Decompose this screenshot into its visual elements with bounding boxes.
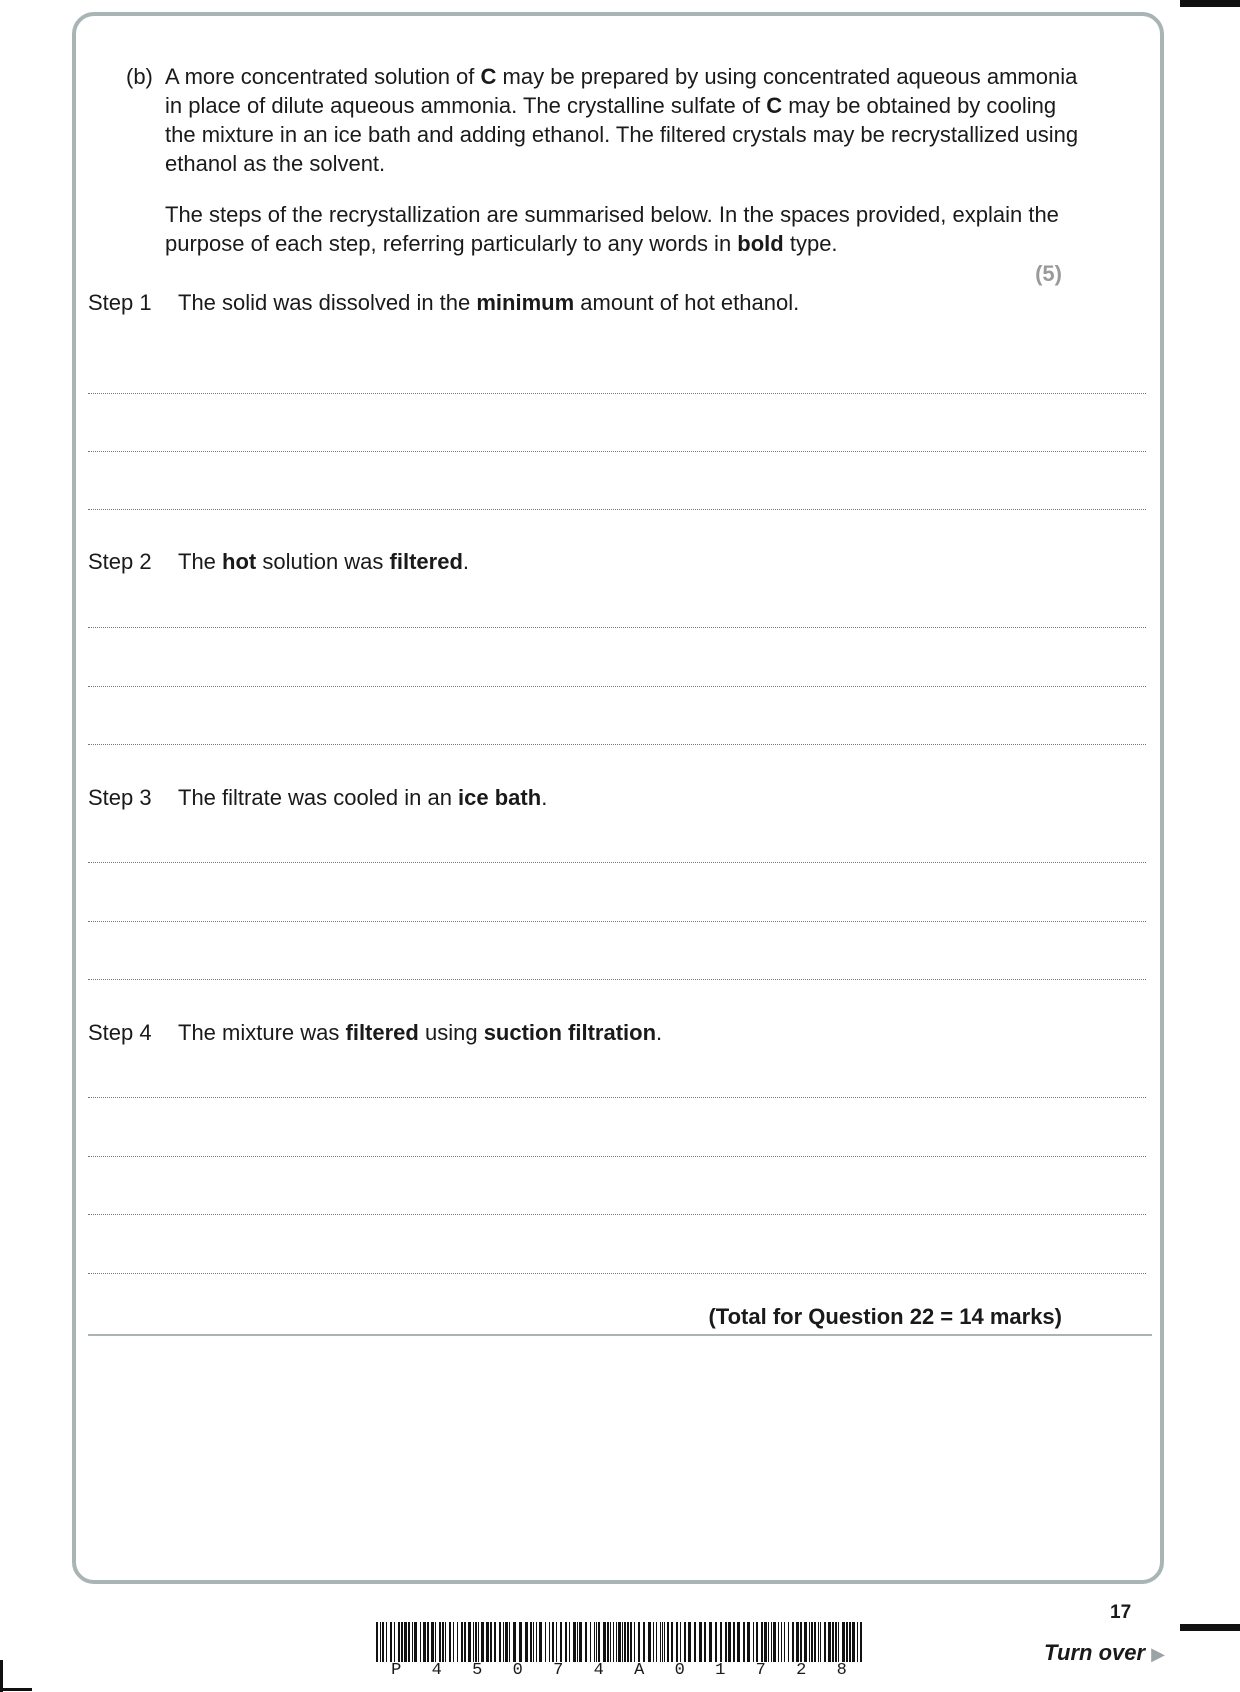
barcode-digit: A bbox=[634, 1661, 645, 1680]
barcode-bar bbox=[616, 1622, 617, 1662]
barcode-digit: 0 bbox=[674, 1661, 685, 1680]
step-text: The filtrate was cooled in an ice bath. bbox=[178, 785, 548, 810]
barcode-bar bbox=[464, 1622, 466, 1662]
barcode-digit: P bbox=[391, 1661, 402, 1680]
barcode-bar bbox=[842, 1622, 845, 1662]
barcode-bar bbox=[728, 1622, 731, 1662]
barcode-bar bbox=[768, 1622, 769, 1662]
step-3 bbox=[88, 783, 547, 812]
barcode-bar bbox=[788, 1622, 789, 1662]
answer-line[interactable] bbox=[88, 509, 1146, 510]
barcode-bar bbox=[494, 1622, 496, 1662]
marks-available: (5) bbox=[1035, 261, 1062, 286]
barcode-bar bbox=[579, 1622, 582, 1662]
barcode-bar bbox=[539, 1622, 542, 1662]
answer-line[interactable] bbox=[88, 451, 1146, 452]
barcode-bar bbox=[569, 1622, 570, 1662]
step-label: Step 3 bbox=[88, 785, 152, 810]
answer-line[interactable] bbox=[88, 393, 1146, 394]
barcode-bar bbox=[552, 1622, 554, 1662]
barcode-bar bbox=[461, 1622, 463, 1662]
barcode-bar bbox=[613, 1622, 614, 1662]
barcode-digit: 4 bbox=[593, 1661, 604, 1680]
barcode-bar bbox=[857, 1622, 858, 1662]
barcode-bar bbox=[852, 1622, 855, 1662]
barcode-bar bbox=[453, 1622, 454, 1662]
barcode-bar bbox=[420, 1622, 421, 1662]
barcode-bar bbox=[442, 1622, 444, 1662]
barcode-bar bbox=[753, 1622, 754, 1662]
barcode-bar bbox=[764, 1622, 767, 1662]
barcode-bar bbox=[784, 1622, 785, 1662]
barcode-bar bbox=[809, 1622, 810, 1662]
turn-over bbox=[1044, 1640, 1165, 1666]
end-of-question-rule bbox=[88, 1334, 1152, 1336]
barcode-bar bbox=[457, 1622, 458, 1662]
barcode-bar bbox=[536, 1622, 537, 1662]
barcode-bar bbox=[556, 1622, 557, 1662]
barcode-bar bbox=[715, 1622, 717, 1662]
registration-mark-bottom bbox=[1180, 1624, 1240, 1631]
barcode-bar bbox=[743, 1622, 745, 1662]
barcode-digit: 4 bbox=[431, 1661, 442, 1680]
answer-line[interactable] bbox=[88, 627, 1146, 628]
barcode-bar bbox=[513, 1622, 516, 1662]
barcode-bar bbox=[445, 1622, 446, 1662]
barcode-bar bbox=[486, 1622, 489, 1662]
barcode-bar bbox=[832, 1622, 834, 1662]
barcode-bar bbox=[737, 1622, 740, 1662]
answer-line[interactable] bbox=[88, 979, 1146, 980]
barcode-bar bbox=[380, 1622, 381, 1662]
step-4 bbox=[88, 1018, 662, 1047]
barcode-bar bbox=[761, 1622, 763, 1662]
barcode-bar bbox=[676, 1622, 678, 1662]
barcode-bar bbox=[778, 1622, 779, 1662]
barcode-bar bbox=[699, 1622, 702, 1662]
barcode-digit: 7 bbox=[553, 1661, 564, 1680]
step-label: Step 2 bbox=[88, 549, 152, 574]
barcode-bar bbox=[481, 1622, 484, 1662]
barcode-bar bbox=[509, 1622, 510, 1662]
barcode-digit: 0 bbox=[512, 1661, 523, 1680]
barcode-bar bbox=[796, 1622, 799, 1662]
barcode-bar bbox=[828, 1622, 831, 1662]
answer-line[interactable] bbox=[88, 744, 1146, 745]
barcode-bar bbox=[439, 1622, 441, 1662]
barcode-bar bbox=[662, 1622, 663, 1662]
barcode-bar bbox=[401, 1622, 403, 1662]
barcode-bar bbox=[376, 1622, 378, 1662]
barcode-bar bbox=[624, 1622, 626, 1662]
barcode-bar bbox=[577, 1622, 578, 1662]
answer-line[interactable] bbox=[88, 862, 1146, 863]
step-text: The mixture was filtered using suction filtration. bbox=[178, 1020, 663, 1045]
barcode-bar bbox=[596, 1622, 597, 1662]
answer-line[interactable] bbox=[88, 686, 1146, 687]
barcode-bar bbox=[618, 1622, 621, 1662]
barcode-bar bbox=[634, 1622, 635, 1662]
barcode-bar bbox=[664, 1622, 665, 1662]
barcode-digits bbox=[376, 1662, 862, 1680]
barcode-bar bbox=[804, 1622, 807, 1662]
registration-mark-left-horizontal bbox=[0, 1688, 32, 1691]
barcode-bar bbox=[648, 1622, 651, 1662]
turn-over-label: Turn over bbox=[1044, 1640, 1146, 1665]
answer-line[interactable] bbox=[88, 1273, 1146, 1274]
step-label: Step 4 bbox=[88, 1020, 152, 1045]
barcode-bar bbox=[505, 1622, 508, 1662]
barcode-bar bbox=[771, 1622, 772, 1662]
barcode-bar bbox=[449, 1622, 451, 1662]
barcode-bar bbox=[800, 1622, 802, 1662]
barcode-bar bbox=[781, 1622, 782, 1662]
answer-line[interactable] bbox=[88, 1214, 1146, 1215]
barcode-bar bbox=[473, 1622, 474, 1662]
barcode-digit: 5 bbox=[472, 1661, 483, 1680]
page-number: 17 bbox=[1110, 1602, 1132, 1623]
barcode-bar bbox=[607, 1622, 609, 1662]
barcode-bar bbox=[709, 1622, 712, 1662]
barcode-bar bbox=[811, 1622, 813, 1662]
barcode-bar bbox=[603, 1622, 606, 1662]
barcode-bar bbox=[610, 1622, 611, 1662]
step-2 bbox=[88, 547, 469, 576]
barcode-bar bbox=[846, 1622, 848, 1662]
barcode-bar bbox=[414, 1622, 417, 1662]
barcode-bar bbox=[860, 1622, 862, 1662]
barcode-bar bbox=[720, 1622, 722, 1662]
question-intro: A more concentrated solution of C may be prepared by using concentrated aqueous ammonia in place of dilute aqueous ammonia. The crystalline sulfate of C may be obtained by cooling the mixture in an ice bath and adding ethanol. The filtered crystals may be recrystallized using ethanol as the solvent. bbox=[165, 64, 1079, 176]
barcode-bar bbox=[694, 1622, 696, 1662]
barcode-bar bbox=[468, 1622, 471, 1662]
barcode-bar bbox=[427, 1622, 429, 1662]
barcode-bar bbox=[849, 1622, 851, 1662]
step-label: Step 1 bbox=[88, 290, 152, 315]
barcode-bar bbox=[408, 1622, 410, 1662]
step-1 bbox=[88, 288, 799, 317]
barcode-bar bbox=[814, 1622, 816, 1662]
barcode-bar bbox=[824, 1622, 826, 1662]
answer-line[interactable] bbox=[88, 1156, 1146, 1157]
barcode-bar bbox=[435, 1622, 436, 1662]
barcode-bar bbox=[667, 1622, 669, 1662]
barcode-bar bbox=[653, 1622, 654, 1662]
barcode-bar bbox=[475, 1622, 477, 1662]
barcode-bar bbox=[630, 1622, 632, 1662]
barcode-bar bbox=[643, 1622, 645, 1662]
barcode-bar bbox=[725, 1622, 727, 1662]
barcode-bar bbox=[525, 1622, 528, 1662]
barcode-bar bbox=[792, 1622, 794, 1662]
barcode-bar bbox=[549, 1622, 550, 1662]
barcode-bar bbox=[585, 1622, 587, 1662]
question-part bbox=[126, 62, 1086, 258]
barcode-bar bbox=[820, 1622, 821, 1662]
barcode-bar bbox=[478, 1622, 479, 1662]
barcode-bar bbox=[838, 1622, 839, 1662]
step-text: The hot solution was filtered. bbox=[178, 549, 470, 574]
barcode-bar bbox=[545, 1622, 546, 1662]
barcode-bar bbox=[503, 1622, 504, 1662]
barcode-bar bbox=[530, 1622, 532, 1662]
barcode-bar bbox=[773, 1622, 776, 1662]
registration-mark-top bbox=[1180, 0, 1240, 7]
question-instructions: The steps of the recrystallization are summarised below. In the spaces provided, explain the purpose of each step, referring particularly to any words in bold type. bbox=[165, 202, 1059, 256]
barcode-bar bbox=[398, 1622, 400, 1662]
barcode-bar bbox=[688, 1622, 691, 1662]
barcode-bar bbox=[423, 1622, 426, 1662]
barcode-bar bbox=[660, 1622, 661, 1662]
barcode-bar bbox=[733, 1622, 735, 1662]
barcode-bar bbox=[565, 1622, 567, 1662]
barcode-bar bbox=[704, 1622, 706, 1662]
barcode-bar bbox=[594, 1622, 595, 1662]
barcode-bar bbox=[598, 1622, 600, 1662]
barcode-bar bbox=[622, 1622, 623, 1662]
barcode-digit: 7 bbox=[755, 1661, 766, 1680]
barcode-digit: 1 bbox=[715, 1661, 726, 1680]
barcode-bar bbox=[756, 1622, 758, 1662]
barcode-bar bbox=[573, 1622, 576, 1662]
barcode-bar bbox=[680, 1622, 681, 1662]
barcode-bar bbox=[818, 1622, 819, 1662]
barcode-bar bbox=[394, 1622, 395, 1662]
barcode-bar bbox=[590, 1622, 591, 1662]
barcode-bar bbox=[684, 1622, 686, 1662]
barcode-bar bbox=[656, 1622, 657, 1662]
play-arrow-icon: ▶ bbox=[1151, 1644, 1165, 1664]
answer-line[interactable] bbox=[88, 921, 1146, 922]
barcode-bar bbox=[382, 1622, 384, 1662]
barcode-bar bbox=[671, 1622, 673, 1662]
barcode-bar bbox=[490, 1622, 492, 1662]
barcode-bar bbox=[386, 1622, 387, 1662]
question-part-label: (b) bbox=[126, 64, 153, 89]
barcode-bar bbox=[533, 1622, 534, 1662]
barcode-bar bbox=[638, 1622, 640, 1662]
barcode-bar bbox=[519, 1622, 522, 1662]
barcode-bar bbox=[404, 1622, 407, 1662]
barcode-bar bbox=[560, 1622, 562, 1662]
barcode-bar bbox=[390, 1622, 392, 1662]
barcode-digit: 2 bbox=[796, 1661, 807, 1680]
barcode-bar bbox=[747, 1622, 750, 1662]
barcode-digit: 8 bbox=[836, 1661, 847, 1680]
step-text: The solid was dissolved in the minimum amount of hot ethanol. bbox=[178, 290, 800, 315]
barcode-bar bbox=[499, 1622, 501, 1662]
question-total: (Total for Question 22 = 14 marks) bbox=[708, 1304, 1062, 1329]
barcode-bar bbox=[627, 1622, 629, 1662]
answer-line[interactable] bbox=[88, 1097, 1146, 1098]
barcode-bar bbox=[412, 1622, 413, 1662]
barcode-bar bbox=[835, 1622, 837, 1662]
barcode bbox=[376, 1622, 862, 1662]
barcode-bar bbox=[431, 1622, 434, 1662]
